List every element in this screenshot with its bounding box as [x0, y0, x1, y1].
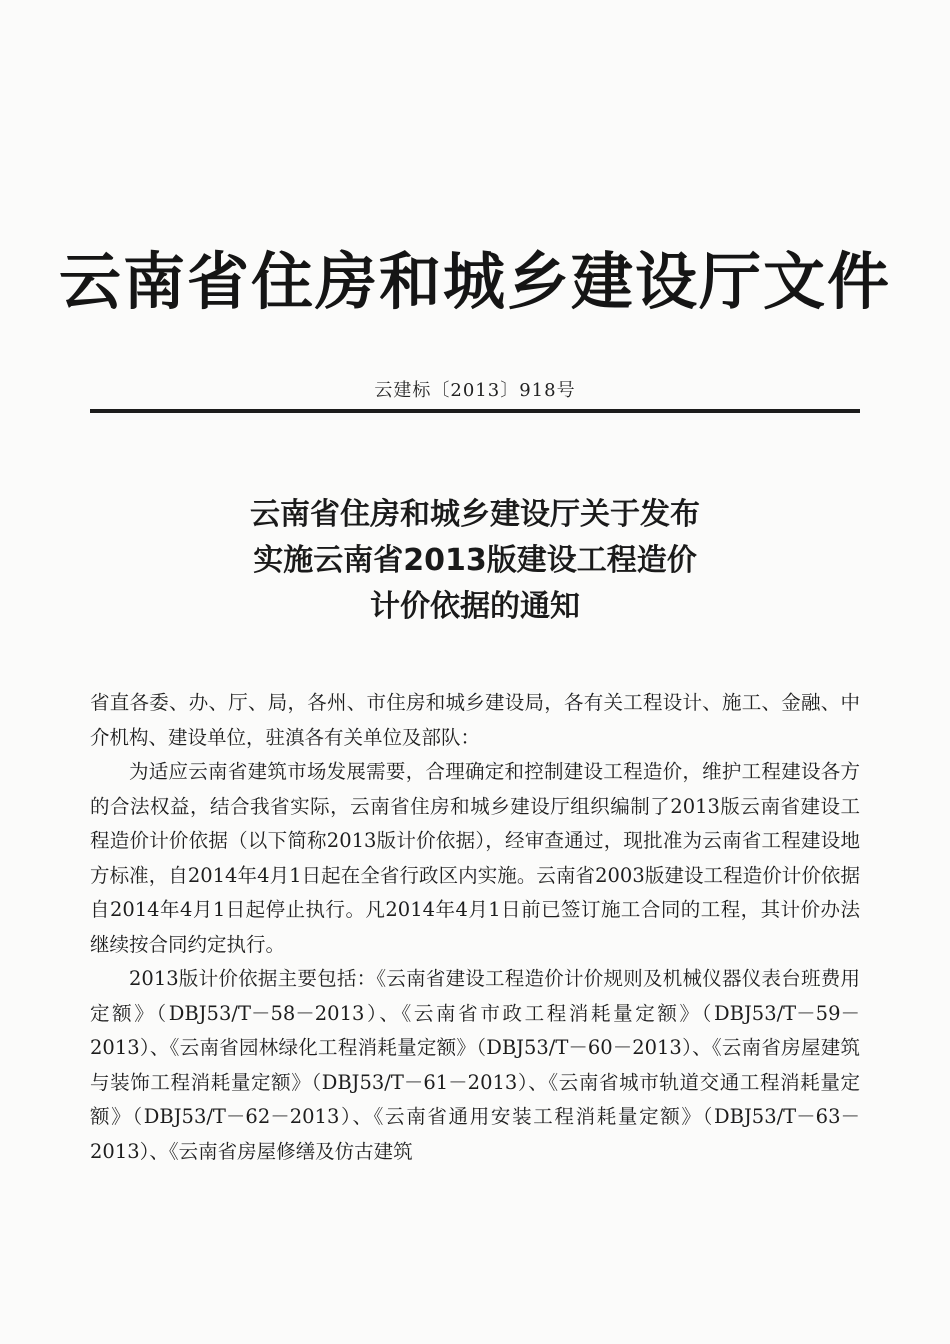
- notice-title-line: 云南省住房和城乡建设厅关于发布: [250, 497, 700, 532]
- body-paragraph: 为适应云南省建筑市场发展需要，合理确定和控制建设工程造价，维护工程建设各方的合法权益，结合我省实际，云南省住房和城乡建设厅组织编制了2013版云南省建设工程造价计价依据（以下简称2013版计价依据），经审查通过，现批准为云南省工程建设地方标准，自2014年4月1日起在全省行政区内实施。云南省2003版建设工程造价计价依据自2014年4月1日起停止执行。凡2014年4月1日前已签订施工合同的工程，其计价办法继续按合同约定执行。: [90, 760, 860, 956]
- addressees: 省直各委、办、厅、局，各州、市住房和城乡建设局，各有关工程设计、施工、金融、中介机构、建设单位，驻滇各有关单位及部队：: [90, 691, 860, 749]
- notice-title-line: 实施云南省2013版建设工程造价: [253, 543, 697, 578]
- notice-title-line: 计价依据的通知: [370, 589, 580, 624]
- notice-body: [90, 686, 860, 1169]
- body-paragraph: 2013版计价依据主要包括：《云南省建设工程造价计价规则及机械仪器仪表台班费用定额》（DBJ53/T－58－2013）、《云南省市政工程消耗量定额》（DBJ53/T－59－2013）、《云南省园林绿化工程消耗量定额》（DBJ53/T－60－2013）、《云南省房屋建筑与装饰工程消耗量定额》（DBJ53/T－61－2013）、《云南省城市轨道交通工程消耗量定额》（DBJ53/T－62－2013）、《云南省通用安装工程消耗量定额》（DBJ53/T－63－2013）、《云南省房屋修缮及仿古建筑: [90, 967, 860, 1163]
- issuer-title: 云南省住房和城乡建设厅文件: [58, 245, 891, 318]
- notice-title: [0, 492, 950, 630]
- header-divider: [90, 409, 860, 413]
- document-number: 云建标〔2013〕918号: [374, 380, 576, 401]
